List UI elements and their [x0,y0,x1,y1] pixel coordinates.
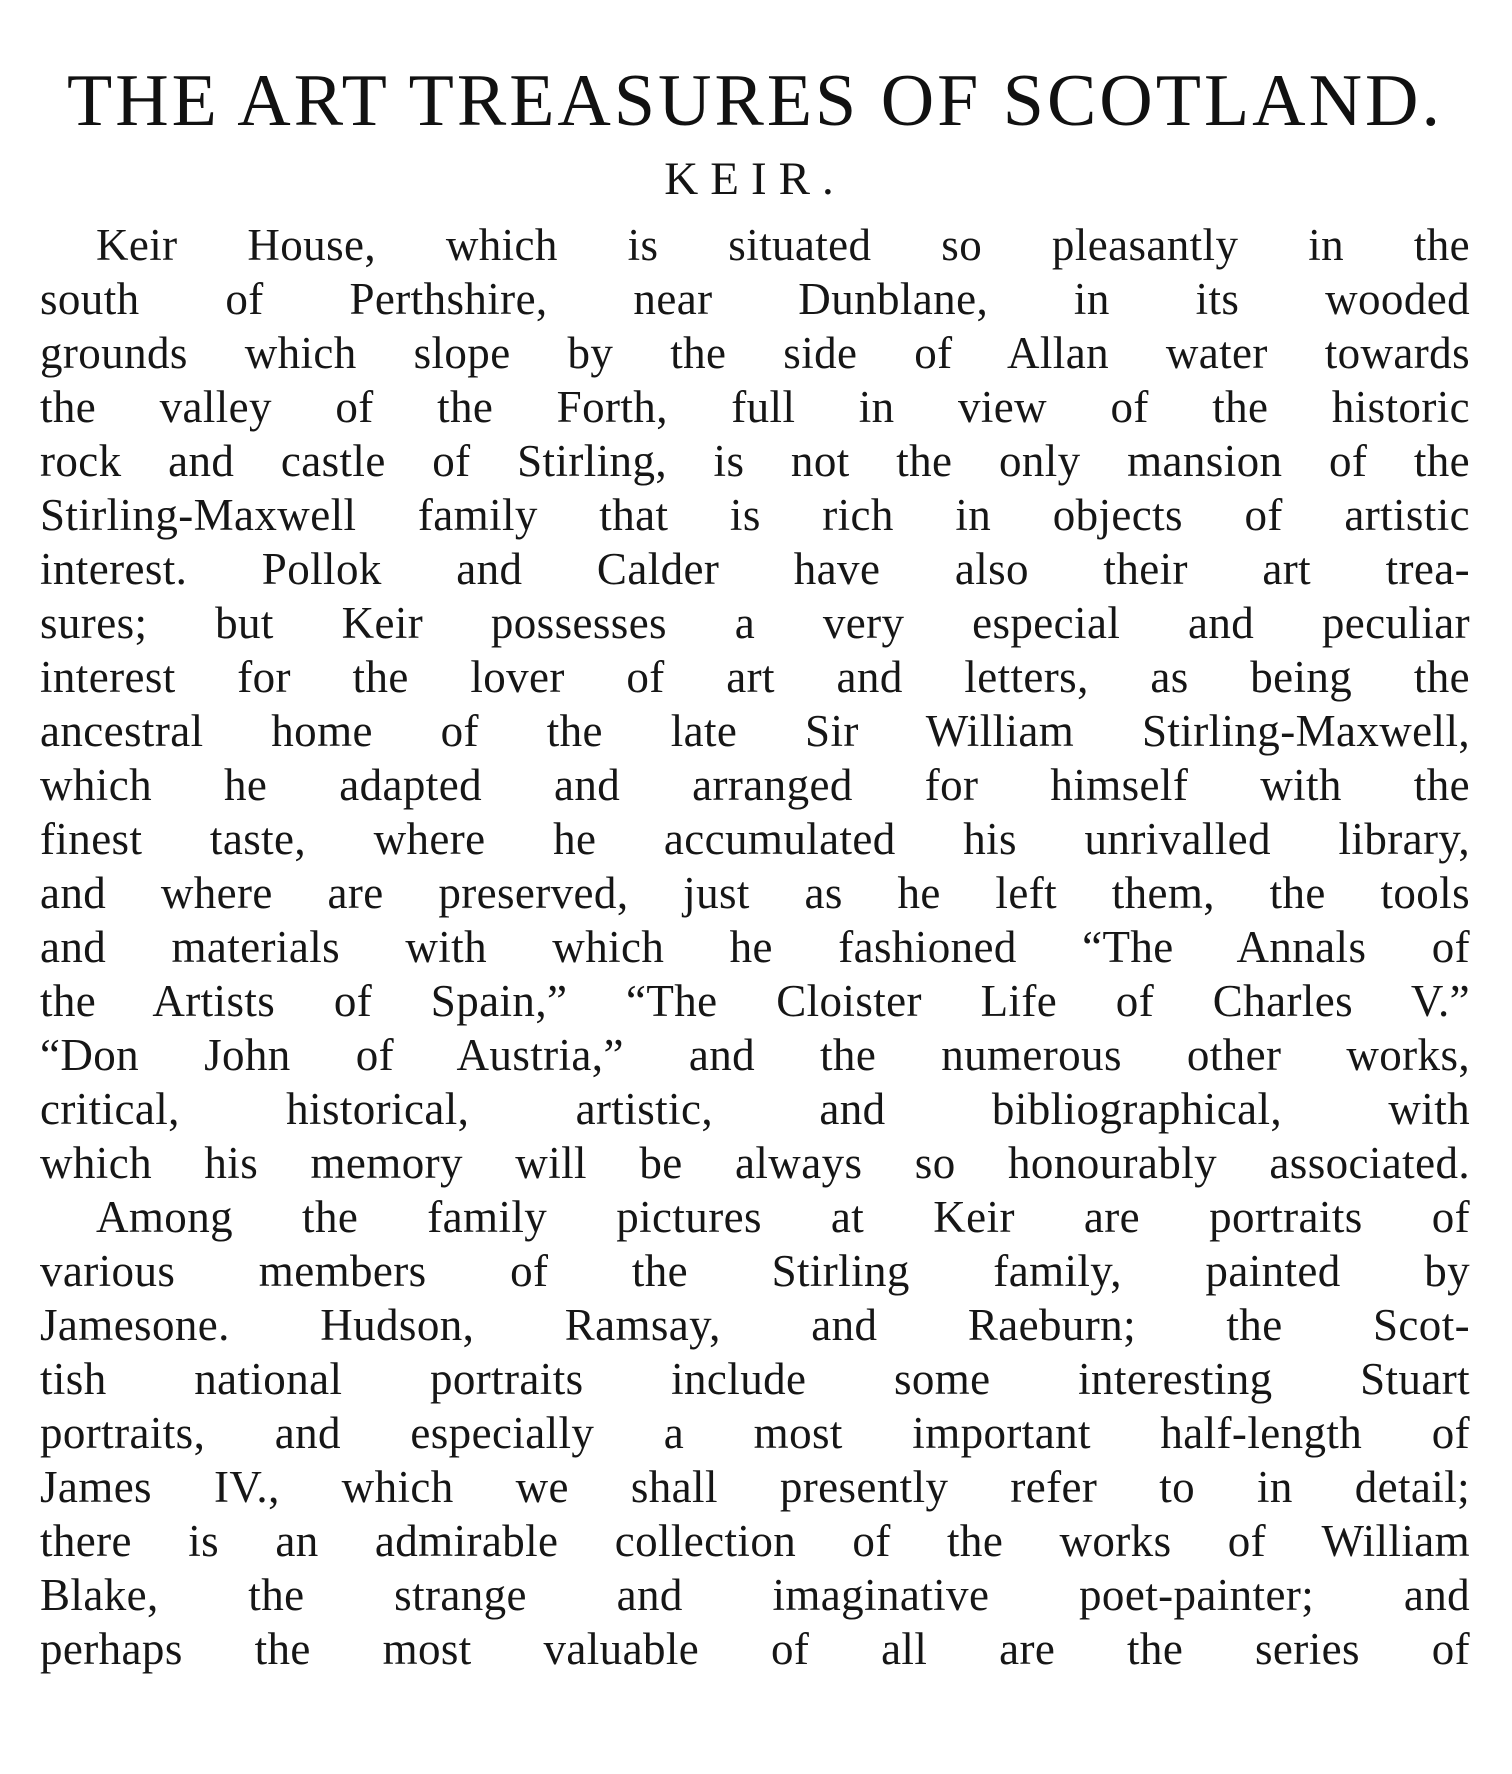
text-line: which his memory will be always so honourably associated. [40,1138,1470,1188]
article-headline: THE ART TREASURES OF SCOTLAND. [67,60,1443,142]
article-subheading: KEIR. [664,153,846,205]
text-line: James IV., which we shall presently refer to in detail; [40,1462,1470,1512]
text-line: perhaps the most valuable of all are the series of [40,1624,1470,1674]
text-line: “Don John of Austria,” and the numerous other works, [40,1030,1470,1080]
text-line: the Artists of Spain,” “The Cloister Life of Charles V.” [40,976,1470,1026]
text-line: grounds which slope by the side of Allan water towards [40,328,1470,378]
newspaper-article [40,56,1470,1676]
text-line: there is an admirable collection of the works of William [40,1516,1470,1566]
text-line: interest. Pollok and Calder have also their art trea- [40,544,1470,594]
text-line: Blake, the strange and imaginative poet-painter; and [40,1570,1470,1620]
text-line: and materials with which he fashioned “The Annals of [40,922,1470,972]
text-line: finest taste, where he accumulated his unrivalled library, [40,814,1470,864]
text-line: ancestral home of the late Sir William Stirling-Maxwell, [40,706,1470,756]
text-line: south of Perthshire, near Dunblane, in its wooded [40,274,1470,324]
text-line: Jamesone. Hudson, Ramsay, and Raeburn; the Scot- [40,1300,1470,1350]
text-line: critical, historical, artistic, and bibliographical, with [40,1084,1470,1134]
text-line: rock and castle of Stirling, is not the only mansion of the [40,436,1470,486]
text-line: the valley of the Forth, full in view of the historic [40,382,1470,432]
text-line: tish national portraits include some interesting Stuart [40,1354,1470,1404]
text-line: sures; but Keir possesses a very especial and peculiar [40,598,1470,648]
text-line: interest for the lover of art and letters, as being the [40,652,1470,702]
text-line: which he adapted and arranged for himself with the [40,760,1470,810]
text-line: Stirling-Maxwell family that is rich in objects of artistic [40,490,1470,540]
text-line: various members of the Stirling family, painted by [40,1246,1470,1296]
text-line: and where are preserved, just as he left them, the tools [40,868,1470,918]
text-line: portraits, and especially a most important half-length of [40,1408,1470,1458]
paragraph-1 [40,218,1470,1190]
paragraph-2 [40,1190,1470,1676]
text-line: Among the family pictures at Keir are portraits of [96,1192,1470,1242]
text-line: Keir House, which is situated so pleasantly in the [96,220,1470,270]
